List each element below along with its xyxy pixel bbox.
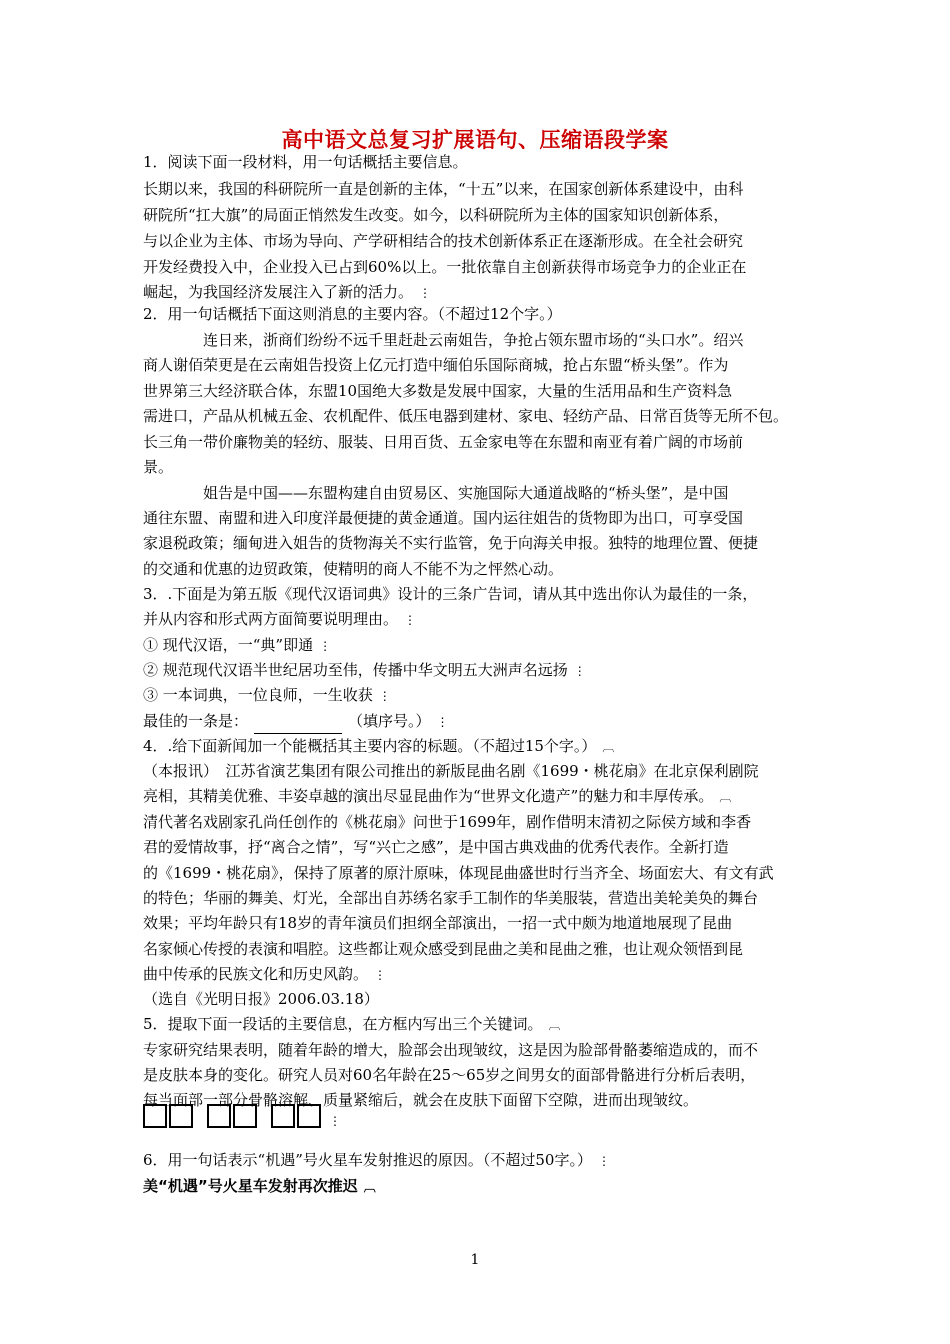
q2-line: 需进口，产品从机械五金、农机配件、低压电器到建材、家电、轻纺产品、日常百货等无所不包。 [143,407,789,425]
q4-line [143,962,823,987]
q1-line: 研院所“扛大旗”的局面正悄然发生改变。如今，以科研院所为主体的国家知识创新体系， [143,206,729,224]
edit-mark-icon: ︹ [548,1018,561,1032]
edit-mark-icon: ⋮ [573,664,586,678]
q2-line: 家退税政策；缅甸进入姐告的货物海关不实行监管，免于向海关申报。独特的地理位置、便捷 [143,534,759,552]
q2-line: 商人谢佰荣更是在云南姐告投资上亿元打造中缅伯乐国际商城，抢占东盟“桥头堡”。作为 [143,356,729,374]
keyword-box[interactable] [297,1104,321,1128]
q4-source: （选自《光明日报》2006.03.18） [143,990,379,1008]
q4-line-text: 亮相，其精美优雅、丰姿卓越的演出尽显昆曲作为“世界文化遗产”的魅力和丰厚传承。 [143,787,714,805]
q2-line: 通往东盟、南盟和进入印度洋最便捷的黄金通道。国内运往姐告的货物即为出口，可享受国 [143,509,744,527]
edit-mark-icon: ︹ [363,1179,376,1194]
q4-line: 效果；平均年龄只有18岁的青年演员们担纲全部演出，一招一式中颇为地道地展现了昆曲 [143,914,733,932]
q4-line: 名家倾心传授的表演和唱腔。这些都让观众感受到昆曲之美和昆曲之雅，也让观众领悟到昆 [143,940,744,958]
edit-mark-icon: ⋮ [319,639,332,653]
q4-line [143,784,823,809]
q3-answer-suffix: （填序号。） [348,712,431,730]
q1-line: 与以企业为主体、市场为导向、产学研相结合的技术创新体系正在逐渐形成。在全社会研究 [143,232,744,250]
q2-line: 景。 [143,458,174,476]
edit-mark-icon: ⋮ [419,286,432,300]
edit-mark-icon: ⋮ [378,689,391,703]
q5-prompt-text: 5．提取下面一段话的主要信息，在方框内写出三个关键词。 [143,1015,543,1033]
q1-line: 开发经费投入中，企业投入已占到60%以上。一批依靠自主创新获得市场竞争力的企业正在 [143,258,747,276]
edit-mark-icon: ⋮ [597,1154,610,1168]
edit-mark-icon: ︹ [719,790,732,804]
q4-line: 的《1699・桃花扇》，保持了原著的原汁原味，体现昆曲盛世时行当齐全、场面宏大、有文有武 [143,864,774,882]
q2-line: 的交通和优惠的边贸政策，使精明的商人不能不为之怦然心动。 [143,560,564,578]
q3-prompt [143,607,823,632]
edit-mark-icon: ︹ [602,740,615,754]
q3-option [143,683,823,708]
q3-option-text: ③ 一本词典，一位良师，一生收获 [143,686,373,704]
q5-line: 是皮肤本身的变化。研究人员对60名年龄在25～65岁之间男女的面部骨骼进行分析后表明， [143,1066,756,1084]
q4-line: （本报讯） 江苏省演艺集团有限公司推出的新版昆曲名剧《1699・桃花扇》在北京保利剧院 [143,762,759,780]
keyword-box[interactable] [207,1104,231,1128]
keyword-box[interactable] [271,1104,295,1128]
edit-mark-icon: ⋮ [436,715,449,729]
q4-prompt-text: 4．.给下面新闻加一个能概括其主要内容的标题。（不超过15个字。） [143,737,597,755]
q4-line: 君的爱情故事，抒“离合之情”，写“兴亡之感”，是中国古典戏曲的优秀代表作。全新打造 [143,838,729,856]
q2-line: 连日来，浙商们纷纷不远千里赶赴云南姐告，争抢占领东盟市场的“头口水”。绍兴 [203,331,744,349]
q6-headline [143,1174,823,1199]
q5-line: 专家研究结果表明，随着年龄的增大，脸部会出现皱纹，这是因为脸部骨骼萎缩造成的，而不 [143,1041,759,1059]
q4-prompt [143,734,823,759]
edit-mark-icon: ⋮ [404,613,417,627]
q3-option [143,633,823,658]
q2-line: 世界第三大经济联合体，东盟10国绝大多数是发展中国家，大量的生活用品和生产资料急 [143,382,733,400]
q4-line-text: 曲中传承的民族文化和历史风韵。 [143,965,369,983]
keyword-box[interactable] [233,1104,257,1128]
q2-line: 长三角一带价廉物美的轻纺、服装、日用百货、五金家电等在东盟和南亚有着广阔的市场前 [143,433,744,451]
q1-prompt: 1．阅读下面一段材料，用一句话概括主要信息。 [143,153,468,171]
answer-blank[interactable] [254,718,342,734]
edit-mark-icon: ⋮ [329,1114,341,1128]
q2-line: 姐告是中国——东盟构建自由贸易区、实施国际大通道战略的“桥头堡”，是中国 [203,484,729,502]
q3-option [143,658,823,683]
q3-option-text: ② 规范现代汉语半世纪居功至伟，传播中华文明五大洲声名远扬 [143,661,568,679]
q6-prompt [143,1148,823,1173]
keyword-boxes [143,1098,341,1128]
keyword-box[interactable] [143,1104,167,1128]
q3-answer-prefix: 最佳的一条是： [143,712,249,730]
edit-mark-icon: ⋮ [374,968,387,982]
q2-prompt: 2．用一句话概括下面这则消息的主要内容。（不超过12个字。） [143,305,562,323]
page-title: 高中语文总复习扩展语句、压缩语段学案 [281,128,669,152]
q1-line: 长期以来，我国的科研院所一直是创新的主体，“十五”以来，在国家创新体系建设中，由科 [143,180,744,198]
q3-prompt: 3．.下面是为第五版《现代汉语词典》设计的三条广告词，请从其中选出你认为最佳的一条， [143,585,758,603]
q6-prompt-text: 6．用一句话表示“机遇”号火星车发射推迟的原因。（不超过50字。） [143,1151,592,1169]
q3-answer-line [143,709,823,734]
q6-headline-text: 美“机遇”号火星车发射再次推迟 [143,1177,358,1195]
page-number: 1 [470,1252,480,1268]
q3-prompt-text: 并从内容和形式两方面简要说明理由。 [143,610,399,628]
q5-line: 每当面部一部分骨骼溶解、质量紧缩后，就会在皮肤下面留下空隙，进而出现皱纹。 [143,1091,699,1109]
keyword-box[interactable] [169,1104,193,1128]
q5-prompt [143,1012,823,1037]
q1-line-text: 崛起，为我国经济发展注入了新的活力。 [143,283,414,301]
q4-line: 的特色；华丽的舞美、灯光，全部出自苏绣名家手工制作的华美服装，营造出美轮美奂的舞台 [143,889,759,907]
q4-line: 清代著名戏剧家孔尚任创作的《桃花扇》问世于1699年，剧作借明末清初之际侯方域和李香 [143,813,752,831]
q3-option-text: ① 现代汉语，一“典”即通 [143,636,314,654]
